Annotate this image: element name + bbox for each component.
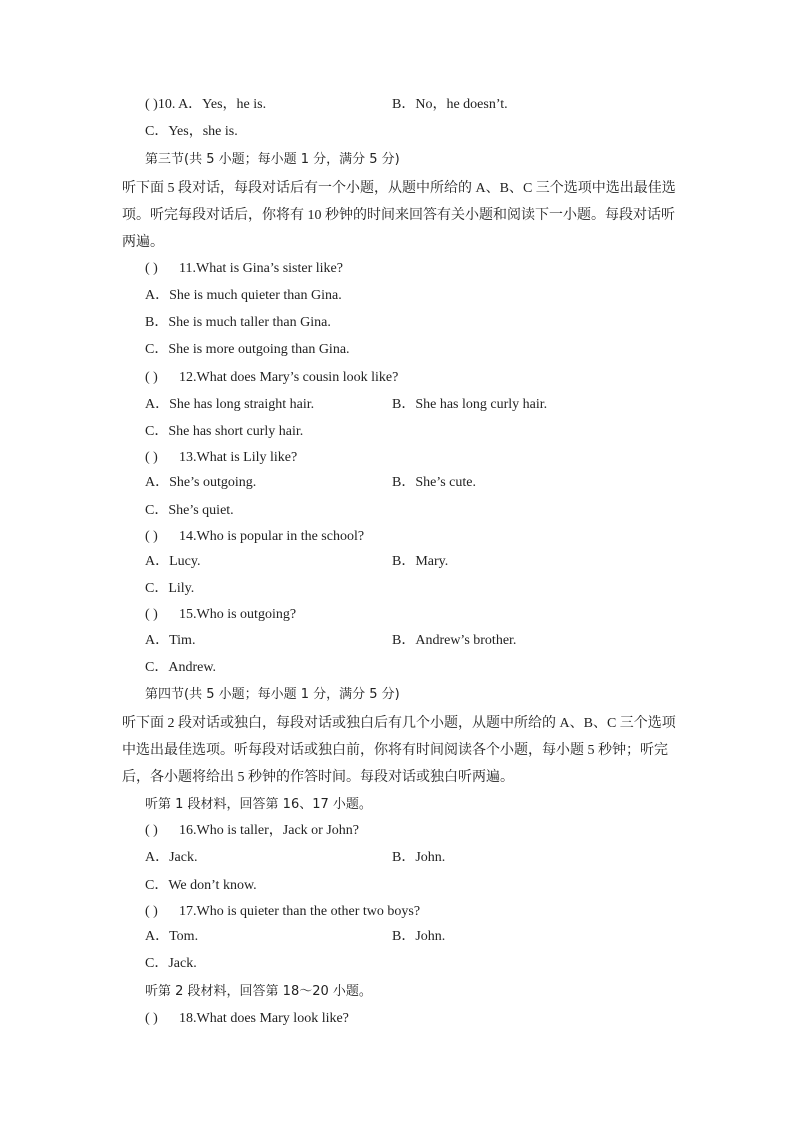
answer-blank: ( ) <box>145 823 158 838</box>
question-17 <box>145 902 420 922</box>
q15-stem: 15.Who is outgoing? <box>179 607 297 622</box>
q13-option-a: A．She’s outgoing. <box>145 475 257 490</box>
q15-option-b: B．Andrew’s brother. <box>392 633 517 648</box>
q14-option-a: A．Lucy. <box>145 554 201 569</box>
q17-stem: 17.Who is quieter than the other two boys? <box>179 904 421 919</box>
material-2-note: 听第 2 段材料，回答第 18～20 小题。 <box>145 984 372 999</box>
q13-stem: 13.What is Lily like? <box>179 450 298 465</box>
q14-stem: 14.Who is popular in the school? <box>179 529 365 544</box>
q16-option-a: A．Jack. <box>145 850 198 865</box>
section-4-instructions: 听下面 2 段对话或独白，每段对话或独白后有几个小题，从题中所给的 A、B、C 三个选项中选出最佳选项。听每段对话或独白前，你将有时间阅读各个小题，每小题 5 秒钟；听完后，各小题将给出 5 秒钟的作答时间。每段对话或独白听两遍。 <box>122 716 676 785</box>
answer-blank: ( ) <box>145 261 158 276</box>
q11-option-b: B．She is much taller than Gina. <box>145 315 331 330</box>
q10-option-c: C．Yes，she is. <box>145 124 238 139</box>
question-13 <box>145 448 297 468</box>
question-12 <box>145 368 398 388</box>
q15-option-a: A．Tim. <box>145 633 196 648</box>
section-3-instructions: 听下面 5 段对话，每段对话后有一个小题，从题中所给的 A、B、C 三个选项中选出最佳选项。听完每段对话后，你将有 10 秒钟的时间来回答有关小题和阅读下一小题。每段对话听两遍。 <box>122 181 676 250</box>
question-11 <box>145 259 343 279</box>
q15-option-c: C．Andrew. <box>145 660 217 675</box>
q11-option-c: C．She is more outgoing than Gina. <box>145 342 350 357</box>
answer-blank: ( ) <box>145 529 158 544</box>
q16-stem: 16.Who is taller，Jack or John? <box>179 823 360 838</box>
answer-blank: ( ) <box>145 370 158 385</box>
q11-option-a: A．She is much quieter than Gina. <box>145 288 342 303</box>
question-10 <box>145 95 266 115</box>
question-18 <box>145 1009 349 1029</box>
q12-option-b: B．She has long curly hair. <box>392 397 548 412</box>
answer-blank: ( ) <box>145 607 158 622</box>
answer-blank: ( ) <box>145 904 158 919</box>
q18-stem: 18.What does Mary look like? <box>179 1011 349 1026</box>
q11-stem: 11.What is Gina’s sister like? <box>179 261 343 276</box>
q12-option-a: A．She has long straight hair. <box>145 397 315 412</box>
q10-option-b: B．No，he doesn’t. <box>392 97 508 112</box>
answer-blank: ( ) <box>145 1011 158 1026</box>
section-3-heading: 第三节(共 5 小题；每小题 1 分，满分 5 分) <box>145 152 400 167</box>
material-1-note: 听第 1 段材料，回答第 16、17 小题。 <box>145 797 372 812</box>
q10-option-a: A．Yes，he is. <box>178 97 267 112</box>
answer-blank: ( ) <box>145 450 158 465</box>
q16-option-b: B．John. <box>392 850 446 865</box>
q17-option-c: C．Jack. <box>145 956 197 971</box>
q10-stem: ( )10. <box>145 97 176 112</box>
q17-option-a: A．Tom. <box>145 929 199 944</box>
q12-stem: 12.What does Mary’s cousin look like? <box>179 370 399 385</box>
q17-option-b: B．John. <box>392 929 446 944</box>
q14-option-c: C．Lily. <box>145 581 195 596</box>
question-14 <box>145 527 364 547</box>
question-16 <box>145 821 359 841</box>
section-4-heading: 第四节(共 5 小题；每小题 1 分，满分 5 分) <box>145 687 400 702</box>
q12-option-c: C．She has short curly hair. <box>145 424 304 439</box>
q13-option-c: C．She’s quiet. <box>145 503 234 518</box>
q16-option-c: C．We don’t know. <box>145 878 257 893</box>
question-15 <box>145 605 296 625</box>
q14-option-b: B．Mary. <box>392 554 449 569</box>
q13-option-b: B．She’s cute. <box>392 475 476 490</box>
